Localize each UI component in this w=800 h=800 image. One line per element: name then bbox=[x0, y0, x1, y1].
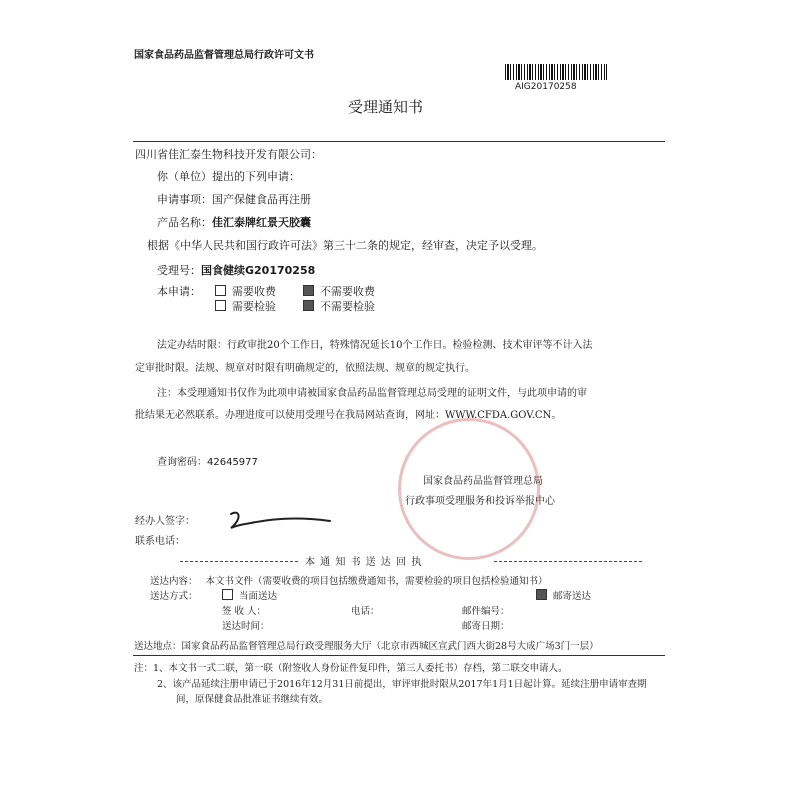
option-fee-not-required: 不需要收费 bbox=[303, 283, 375, 299]
barcode-number: AIG20170258 bbox=[515, 82, 577, 92]
signee-label: 签 收 人： bbox=[222, 606, 267, 617]
postcode-label: 邮件编号： bbox=[462, 606, 510, 617]
accept-number: 国食健续G20170258 bbox=[201, 264, 316, 277]
issuer-line-1: 国家食品药品监督管理总局 bbox=[423, 476, 543, 487]
place-value: 国家食品药品监督管理总局行政受理服务大厅（北京市西城区宣武门西大街28号大成广场3门一层） bbox=[181, 641, 599, 652]
footer-divider bbox=[133, 655, 665, 656]
phone-label: 联系电话： bbox=[135, 536, 185, 547]
option-test-required: 需要检验 bbox=[215, 298, 276, 314]
issuer-line-2: 行政事项受理服务和投诉举报中心 bbox=[405, 496, 555, 507]
method-label: 送达方式： bbox=[150, 591, 198, 602]
doc-title: 受理通知书 bbox=[348, 98, 424, 116]
note-line-1: 注：本受理通知书仅作为此项申请被国家食品药品监督管理总局受理的证明文件，与此项申请的审 bbox=[157, 388, 587, 399]
agency-header: 国家食品药品监督管理总局行政许可文书 bbox=[134, 50, 314, 61]
content-label: 送达内容： bbox=[150, 576, 198, 587]
note-line-2: 批结果无必然联系。办理进度可以使用受理号在我局网站查询，网址：WWW.CFDA.GOV.CN。 bbox=[135, 410, 562, 421]
official-seal bbox=[398, 418, 540, 560]
checkbox-test-required bbox=[215, 300, 226, 311]
checkbox-fee-not-required bbox=[303, 285, 314, 296]
method-mail: 邮寄送达 bbox=[536, 588, 591, 602]
receipt-phone-label: 电话： bbox=[351, 606, 380, 617]
option-test-not-required: 不需要检验 bbox=[303, 298, 375, 314]
intro-text: 你（单位）提出的下列申请： bbox=[157, 170, 300, 183]
query-password: 42645977 bbox=[207, 457, 258, 468]
product-value: 佳汇泰牌红景天胶囊 bbox=[212, 216, 311, 229]
item-label: 申请事项： bbox=[157, 193, 212, 206]
query-label: 查询密码： bbox=[157, 457, 207, 468]
product-label: 产品名称： bbox=[157, 216, 212, 229]
receipt-title: 本 通 知 书 送 达 回 执 bbox=[305, 557, 423, 568]
barcode-image bbox=[505, 64, 607, 80]
checkbox-fee-required bbox=[215, 285, 226, 296]
accept-label: 受理号： bbox=[157, 264, 201, 277]
deadline-line-2: 定审批时限。法规、规章对时限有明确规定的，依照法规、规章的规定执行。 bbox=[135, 363, 475, 374]
deadline-line-1: 法定办结时限：行政审批20个工作日，特殊情况延长10个工作日。检验检测、技术审评等不计入法 bbox=[157, 340, 593, 351]
option-fee-required: 需要收费 bbox=[215, 283, 276, 299]
time-label: 送达时间： bbox=[222, 621, 270, 632]
footnote-2-line-2: 间，原保健食品批准证书继续有效。 bbox=[176, 694, 329, 705]
sign-label: 经办人签字： bbox=[135, 516, 195, 527]
checkbox-mail bbox=[536, 589, 547, 600]
mail-date-label: 邮寄日期： bbox=[462, 621, 510, 632]
handwritten-signature bbox=[225, 508, 335, 534]
footnote-1: 注：1、本文书一式二联，第一联（附签收人身份证件复印件，第三人委托书）存档，第二联交申请人。 bbox=[134, 663, 568, 674]
recipient: 四川省佳汇泰生物科技开发有限公司： bbox=[135, 148, 322, 161]
footnote-2-line-1: 2、该产品延续注册申请已于2016年12月31日前提出，审评审批时限从2017年1月1日起计算。延续注册申请审查期 bbox=[157, 679, 647, 690]
checkbox-direct bbox=[222, 589, 233, 600]
checkbox-test-not-required bbox=[303, 300, 314, 311]
receipt-divider-right bbox=[494, 561, 642, 562]
method-direct: 当面送达 bbox=[222, 588, 277, 602]
content-value: 本文书文件（需要收费的项目包括缴费通知书，需要检验的项目包括检验通知书） bbox=[205, 576, 548, 587]
receipt-divider-left bbox=[180, 561, 298, 562]
this-app-label: 本申请： bbox=[157, 285, 201, 298]
header-divider bbox=[133, 141, 665, 142]
item-value: 国产保健食品再注册 bbox=[212, 193, 311, 206]
place-label: 送达地点： bbox=[134, 641, 182, 652]
legal-basis: 根据《中华人民共和国行政许可法》第三十二条的规定，经审查，决定予以受理。 bbox=[147, 239, 543, 252]
